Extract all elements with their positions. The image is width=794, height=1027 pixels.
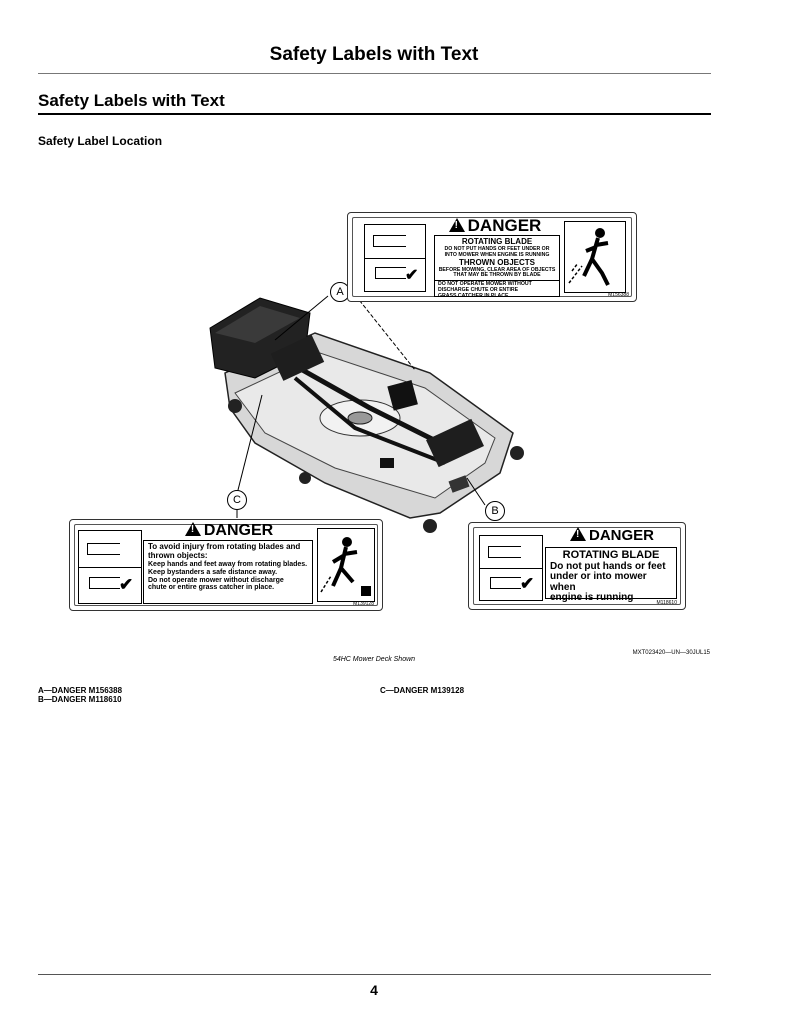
page-title: Safety Labels with Text — [269, 44, 479, 65]
section-subtitle: Safety Label Location — [38, 134, 163, 148]
figure-caption: 54HC Mower Deck Shown — [332, 656, 416, 663]
hand-hazard-icon: ✔ — [364, 224, 426, 292]
legend-item-b: B—DANGER M118610 — [38, 695, 122, 704]
label-c-part-number: M139128 — [353, 601, 374, 607]
label-a-message: ROTATING BLADE DO NOT PUT HANDS OR FEET UNDER OR INTO MOWER WHEN ENGINE IS RUNNING THROWN OBJECTS BEFORE MOWING, CLEAR AREA OF OBJECTS THAT MAY BE THROWN BY BLADE DO NOT OPERATE MOWER WITHOUT DISCHARGE CHUTE OR ENTIRE GRASS CATCHER IN PLACE — [434, 235, 560, 297]
label-b-message: ROTATING BLADE Do not put hands or feet under or into mower when engine is running — [545, 547, 677, 599]
safety-label-b — [468, 522, 686, 610]
page-number: 4 — [370, 982, 378, 998]
legend-item-c: C—DANGER M139128 — [380, 686, 465, 695]
label-a-part-number: M156388 — [608, 292, 629, 298]
warning-triangle-icon — [570, 527, 586, 541]
legend-item-a: A—DANGER M156388 — [38, 686, 123, 695]
danger-heading: !DANGER — [440, 216, 550, 236]
section-title: Safety Labels with Text — [38, 91, 225, 110]
hand-hazard-icon: ✔ — [78, 530, 142, 604]
warning-triangle-icon — [449, 218, 465, 232]
callout-b: B — [485, 501, 505, 521]
warning-triangle-icon — [185, 522, 201, 536]
safety-label-a — [347, 212, 637, 302]
thrown-object-person-icon — [317, 528, 375, 602]
hand-hazard-icon: ✔ — [479, 535, 543, 601]
danger-heading: !DANGER — [553, 527, 671, 544]
label-b-part-number: M118610 — [656, 600, 677, 606]
label-c-message: To avoid injury from rotating blades and thrown objects: Keep hands and feet away from rotating blades. Keep bystanders a safe distance away. Do not operate mower without discharge chute or entire grass catcher in place. — [143, 540, 313, 604]
callout-c: C — [227, 490, 247, 510]
safety-label-c — [69, 519, 383, 611]
thrown-object-person-icon — [564, 221, 626, 293]
footer-rule — [38, 974, 711, 975]
danger-heading: !DANGER — [174, 522, 284, 540]
callout-a: A — [330, 282, 350, 302]
figure-id: MXT023420—UN—30JUL15 — [632, 650, 710, 656]
